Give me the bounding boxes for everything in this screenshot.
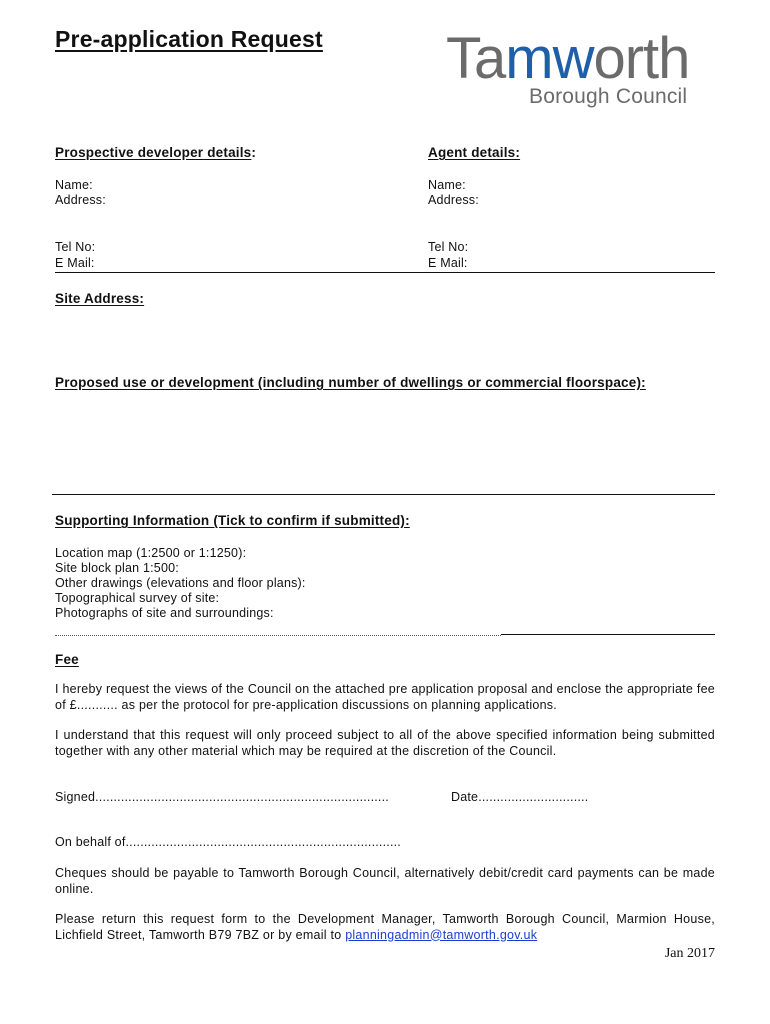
divider-rule-1 (55, 272, 715, 273)
supporting-item: Photographs of site and surroundings: (55, 606, 274, 620)
supporting-heading: Supporting Information (Tick to confirm if submitted): (55, 513, 410, 528)
footer-date: Jan 2017 (664, 946, 715, 961)
cheques-paragraph: Cheques should be payable to Tamworth Borough Council, alternatively debit/credit card payments can be made online. (55, 866, 715, 896)
signed-line: Signed................................................................................ (55, 790, 389, 804)
developer-name-label: Name: (55, 178, 93, 192)
fee-heading: Fee (55, 652, 79, 667)
developer-heading-text: Prospective developer details (55, 145, 252, 160)
date-line: Date.............................. (451, 790, 589, 804)
divider-rule-2 (52, 494, 715, 495)
developer-email-label: E Mail: (55, 256, 95, 270)
developer-tel-label: Tel No: (55, 240, 96, 254)
on-behalf-line: On behalf of........................................................................... (55, 835, 401, 849)
fee-paragraph-understand: I understand that this request will only proceed subject to all of the above specified information being submitted together with any other material which may be required at the discretion of the Council. (55, 728, 715, 758)
logo-subtitle: Borough Council (529, 85, 688, 108)
tamworth-logo (446, 26, 706, 115)
logo-wordmark (446, 26, 690, 91)
agent-name-label: Name: (428, 178, 466, 192)
developer-heading-colon: : (251, 145, 257, 160)
logo-text-part2: mw (505, 26, 594, 91)
dotted-divider (55, 635, 501, 636)
supporting-item: Other drawings (elevations and floor plans): (55, 576, 306, 590)
developer-heading (55, 145, 256, 160)
logo-text-part1: Ta (446, 26, 506, 91)
fee-paragraph-request: I hereby request the views of the Council on the attached pre application proposal and enclose the appropriate fee of £........... as per the protocol for pre-application discussions on planning applications. (55, 682, 715, 712)
logo-text-part3: orth (593, 26, 690, 91)
return-paragraph (55, 912, 715, 943)
return-text: Please return this request form to the Development Manager, Tamworth Borough Council, Marmion House, Lichfield Street, Tamworth B79 7BZ or by email to (55, 912, 715, 942)
agent-email-label: E Mail: (428, 256, 468, 270)
agent-address-label: Address: (428, 193, 479, 207)
agent-tel-label: Tel No: (428, 240, 469, 254)
divider-rule-3 (501, 634, 715, 635)
agent-heading: Agent details: (428, 145, 521, 160)
email-link[interactable]: planningadmin@tamworth.gov.uk (345, 927, 538, 942)
supporting-item: Location map (1:2500 or 1:1250): (55, 546, 247, 560)
site-address-heading: Site Address: (55, 291, 145, 306)
developer-address-label: Address: (55, 193, 106, 207)
supporting-item: Site block plan 1:500: (55, 561, 179, 575)
supporting-item: Topographical survey of site: (55, 591, 220, 605)
page-title: Pre-application Request (55, 26, 323, 52)
proposed-use-heading: Proposed use or development (including number of dwellings or commercial floorspace): (55, 375, 646, 390)
